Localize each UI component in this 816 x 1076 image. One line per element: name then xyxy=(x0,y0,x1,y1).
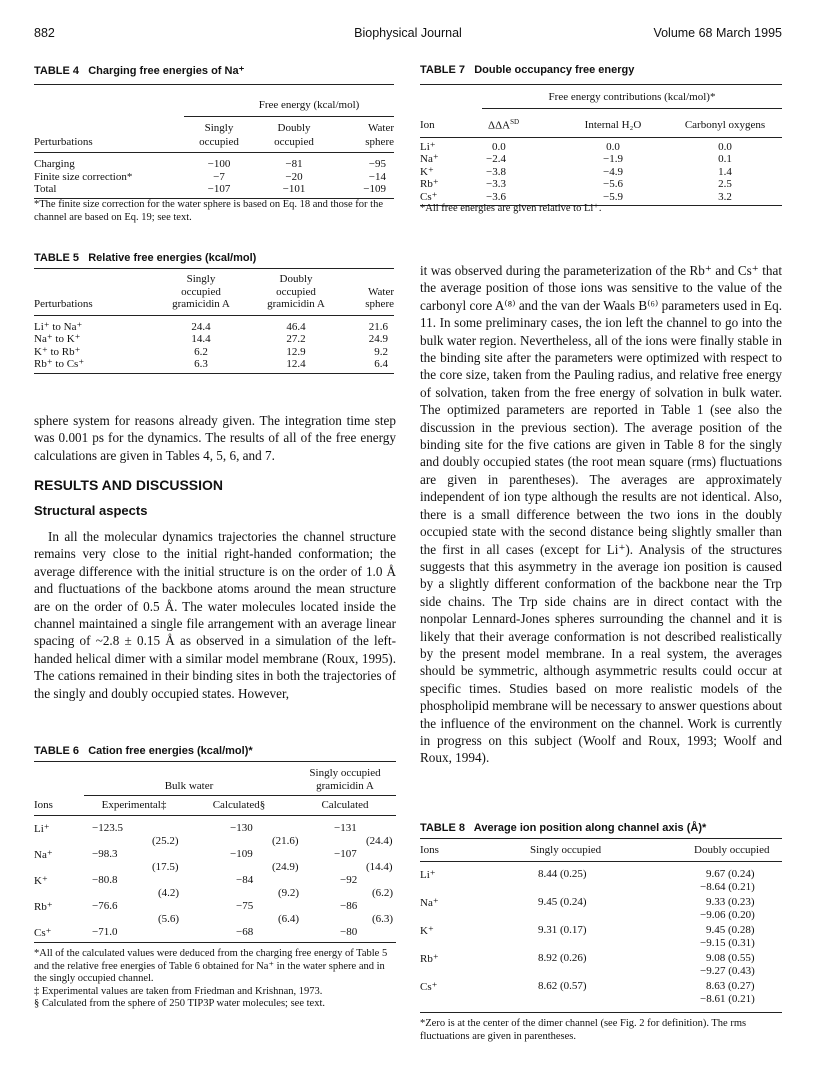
table-row: Li⁺ 0.0 0.0 0.0 xyxy=(420,140,732,153)
table5-col2c: gramicidin A xyxy=(267,298,325,310)
table6-label: TABLE 6 xyxy=(34,745,80,757)
table8-footnote: *Zero is at the center of the dimer channel (see Fig. 2 for definition). The rms fluctuations are given in parentheses. xyxy=(420,1018,747,1042)
table-row: Li⁺ −123.5 (25.2) −130 (21.6) −131 (24.4) xyxy=(34,821,393,847)
table4 xyxy=(34,84,394,199)
table6-footnote-1: *All of the calculated values were deduced from the charging free energy of Table 5 and the relative free energies of Table 6 obtained for Na⁺ in the water sphere and in the singly occupied channel. xyxy=(34,948,388,984)
table-row: Cs⁺ −3.6 −5.9 3.2 xyxy=(420,191,782,206)
table6-group1: Bulk water xyxy=(164,779,214,792)
table7-col3: Carbonyl oxygens xyxy=(684,119,766,132)
table-row: Finite size correction* −7 −20 −14 xyxy=(34,170,386,183)
table4-label: TABLE 4 xyxy=(34,65,80,77)
table8-body xyxy=(420,862,782,1013)
table-row: K⁺ 9.31 (0.17) 9.45 (0.28) −9.15 (0.31) xyxy=(420,924,755,949)
table4-col2a: Doubly xyxy=(277,122,311,134)
table-row: K⁺ −3.8 −4.9 1.4 xyxy=(420,165,732,178)
table5-col1c: gramicidin A xyxy=(172,298,230,310)
table7-col1: $\Delta\Delta A^{SD}$ xyxy=(488,117,520,132)
table5-title: Relative free energies (kcal/mol) xyxy=(88,252,257,264)
table-row: Rb⁺ to Cs⁺ 6.3 12.4 6.4 xyxy=(34,358,394,373)
table7-col0: Ion xyxy=(420,119,435,132)
table8-label: TABLE 8 xyxy=(420,822,466,834)
table-row: Charging −100 −81 −95 xyxy=(34,158,386,170)
right-paragraph: it was observed during the parameterization of the Rb⁺ and Cs⁺ that the average position of those ions was sensitive to the value of the carbonyl core A⁽⁸⁾ and the van der Waals B⁽⁶⁾ parameters used in Eq. 11. In some preliminary cases, the ion left the channel to go into the bulk water region. Nevertheless, all of the ions were finally stable in the binding site after the parameters were optimized with respect to the core size, taken from the Pauling radius, and relative free energy of solvation, taken from the free energy of solvation in bulk water. The optimized parameters are reported in Table 1 (see also the discussion in the previous section). The average position of the binding site for the five cations are given in Table 8 for the singly and doubly occupied states (the root mean square (rms) fluctuations are given in parentheses). The averages are approximately independent of ion type although the results are not identical. Also, there is a small difference between the two ions in the doubly occupied state with the second distance being slightly smaller than the first in all cases (except for Li⁺). Analysis of the structures suggests that this asymmetry in the average ion position is caused by a slightly different conformation of the backbone near the Trp side chains. The Trp side chains are in direct contact with the nonpolar Lennard-Jones spheres surrounding the channel and it is likely that their average conformation is not described realistically by the present model membrane. In a real system, the averages should be symmetric, although asymmetric results could occur at specific times. Studies based on more realistic models of the phospholipid membrane will be necessary to answer questions about the influence of the environment on the channel. Work is currently in progress on this subject (Woolf and Roux, 1993; Woolf and Roux, 1994). xyxy=(420,263,782,766)
volume-info: Volume 68 March 1995 xyxy=(653,26,782,40)
section-title: RESULTS AND DISCUSSION xyxy=(34,477,224,493)
table8-header xyxy=(420,838,782,862)
table6 xyxy=(34,761,396,946)
table5-col1b: occupied xyxy=(181,285,221,298)
table7-col2: Internal H₂O xyxy=(584,119,642,132)
table7-footnote: *All free energies are given relative to Li⁺. xyxy=(420,203,602,214)
table7 xyxy=(420,84,782,206)
table7-caption xyxy=(420,64,634,76)
table6-footnote-3: § Calculated from the sphere of 250 TIP3P water molecules; see text. xyxy=(34,998,326,1009)
table-row: Na⁺ −2.4 −1.9 0.1 xyxy=(420,153,732,166)
table4-title: Charging free energies of Na⁺ xyxy=(88,65,245,77)
subsection-title: Structural aspects xyxy=(34,503,148,518)
table6-body xyxy=(34,816,396,946)
table-row: K⁺ −80.8 (4.2) −84 (9.2) −92 (6.2) xyxy=(34,873,394,899)
table7-title: Double occupancy free energy xyxy=(474,64,635,76)
table-row: K⁺ to Rb⁺ 6.2 12.9 9.2 xyxy=(34,345,388,358)
table6-group2a: Singly occupied xyxy=(309,767,381,779)
table5-caption xyxy=(34,252,256,264)
table5-col2a: Doubly xyxy=(279,273,313,285)
table4-col0: Perturbations xyxy=(34,135,93,148)
table6-caption xyxy=(34,745,253,757)
table5-col2b: occupied xyxy=(276,285,316,298)
table5-col3b: sphere xyxy=(365,298,394,310)
table4-col3b: sphere xyxy=(365,135,394,148)
table5 xyxy=(34,268,394,374)
table8-col2: Doubly occupied xyxy=(694,844,770,856)
table-row: Cs⁺ −71.0 −68 −80 xyxy=(34,926,396,943)
table4-col1a: Singly xyxy=(204,122,234,134)
table4-col1b: occupied xyxy=(199,135,239,148)
table-row: Rb⁺ 8.92 (0.26) 9.08 (0.55) −9.27 (0.43) xyxy=(420,952,755,977)
table-row: Na⁺ to K⁺ 14.4 27.2 24.9 xyxy=(34,333,388,345)
table7-label: TABLE 7 xyxy=(420,64,466,76)
table6-footnotes xyxy=(34,948,396,1011)
left-paragraph-1: sphere system for reasons already given. The integration time step was 0.001 ps for the dynamics. The results of all of the free energy calculations are given in Tables 4, 5, 6, and 7. xyxy=(34,413,396,463)
table6-col2: Calculated§ xyxy=(184,796,294,816)
table-row: Na⁺ 9.45 (0.24) 9.33 (0.23) −9.06 (0.20) xyxy=(420,896,755,921)
table4-footnote: *The finite size correction for the water sphere is based on Eq. 18 and those for the channel are based on Eq. 19; see text. xyxy=(34,199,384,223)
table7-group-header: Free energy contributions (kcal/mol)* xyxy=(482,91,782,108)
table6-col1: Experimental‡ xyxy=(84,796,184,816)
journal-name: Biophysical Journal xyxy=(354,26,462,40)
table-row: Rb⁺ −76.6 (5.6) −75 (6.4) −86 (6.3) xyxy=(34,899,394,925)
table5-col3a: Water xyxy=(368,285,394,298)
table8-col0: Ions xyxy=(420,844,439,856)
table-row: Li⁺ to Na⁺ 24.4 46.4 21.6 xyxy=(34,320,388,333)
table-row: Cs⁺ 8.62 (0.57) 8.63 (0.27) −8.61 (0.21) xyxy=(420,980,755,1005)
table4-caption xyxy=(34,64,244,77)
table-row: Na⁺ −98.3 (17.5) −109 (24.9) −107 (14.4) xyxy=(34,847,393,873)
table8-col1: Singly occupied xyxy=(530,844,602,856)
table-row: Total −107 −101 −109 xyxy=(34,183,394,198)
table6-col0: Ions xyxy=(34,798,53,811)
table4-col2b: occupied xyxy=(274,135,314,148)
running-header xyxy=(34,26,782,44)
table-row: Li⁺ 8.44 (0.25) 9.67 (0.24) −8.64 (0.21) xyxy=(420,868,755,893)
table-row: Rb⁺ −3.3 −5.6 2.5 xyxy=(420,178,732,191)
table5-col1a: Singly xyxy=(186,273,216,285)
table4-col3a: Water xyxy=(368,122,394,134)
table6-title: Cation free energies (kcal/mol)* xyxy=(88,745,253,757)
table4-group-header: Free energy (kcal/mol) xyxy=(184,99,394,116)
table8-title: Average ion position along channel axis (Å)* xyxy=(473,822,707,834)
table6-footnote-2: ‡ Experimental values are taken from Friedman and Krishnan, 1973. xyxy=(34,985,323,997)
table5-label: TABLE 5 xyxy=(34,252,80,264)
table8-caption xyxy=(420,822,706,834)
page-number: 882 xyxy=(34,26,55,40)
table6-group2b: gramicidin A xyxy=(316,779,374,792)
table5-col0: Perturbations xyxy=(34,298,93,310)
left-paragraph-2: In all the molecular dynamics trajectories the channel structure remains very close to the initial right-handed conformation; the average difference with the initial structure is on the order of 1.0 Å and fluctuations of the backbone atoms around the mean structure are on the order of 0.5 Å. The water molecules located inside the channel maintained a single file arrangement with an average linear spacing of ~2.8 ± 0.15 Å as observed in a simulation of the left-handed helical dimer with a similar model membrane (Roux, 1995). The cations remained in their binding sites in both the trajectories of the singly and doubly occupied states. However, xyxy=(34,529,396,701)
table8 xyxy=(420,838,782,1013)
table6-col3: Calculated xyxy=(294,796,396,816)
